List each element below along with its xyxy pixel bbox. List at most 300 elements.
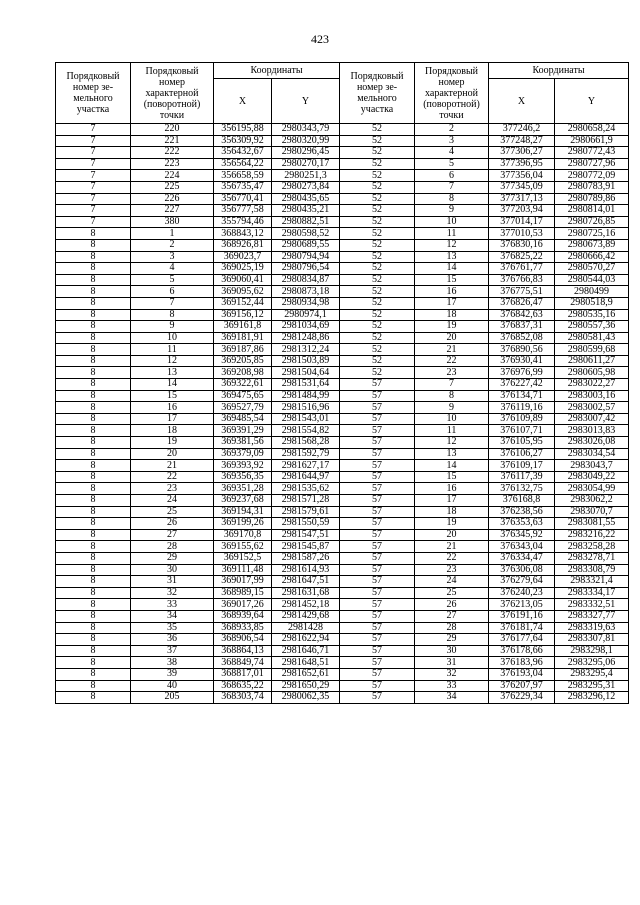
y-cell: 2981592,79 bbox=[272, 448, 340, 460]
x-cell: 369152,44 bbox=[214, 297, 272, 309]
x-cell: 368864,13 bbox=[214, 645, 272, 657]
point-cell-2: 34 bbox=[415, 692, 489, 704]
table-row bbox=[56, 297, 629, 309]
parcel-cell: 8 bbox=[56, 274, 131, 286]
y-cell-2: 2980772,09 bbox=[555, 170, 629, 182]
point-cell: 11 bbox=[131, 344, 214, 356]
point-cell: 37 bbox=[131, 645, 214, 657]
parcel-cell-2: 52 bbox=[340, 309, 415, 321]
y-cell-2: 2980557,36 bbox=[555, 321, 629, 333]
point-cell: 4 bbox=[131, 263, 214, 275]
y-cell: 2981579,61 bbox=[272, 506, 340, 518]
parcel-cell-2: 52 bbox=[340, 147, 415, 159]
table-row bbox=[56, 645, 629, 657]
y-cell: 2981554,82 bbox=[272, 425, 340, 437]
parcel-cell: 8 bbox=[56, 355, 131, 367]
parcel-cell: 8 bbox=[56, 321, 131, 333]
x-cell: 369208,98 bbox=[214, 367, 272, 379]
point-cell: 33 bbox=[131, 599, 214, 611]
y-cell: 2980689,55 bbox=[272, 239, 340, 251]
point-cell-2: 33 bbox=[415, 680, 489, 692]
point-cell-2: 11 bbox=[415, 425, 489, 437]
point-cell-2: 21 bbox=[415, 541, 489, 553]
y-cell: 2981504,64 bbox=[272, 367, 340, 379]
point-cell: 6 bbox=[131, 286, 214, 298]
x-cell: 356195,88 bbox=[214, 124, 272, 136]
parcel-cell-2: 57 bbox=[340, 668, 415, 680]
y-cell: 2981652,61 bbox=[272, 668, 340, 680]
y-cell-2: 2983062,2 bbox=[555, 495, 629, 507]
table-row bbox=[56, 332, 629, 344]
y-cell: 2981547,51 bbox=[272, 529, 340, 541]
point-cell: 23 bbox=[131, 483, 214, 495]
parcel-cell-2: 52 bbox=[340, 274, 415, 286]
parcel-cell: 7 bbox=[56, 181, 131, 193]
y-cell: 2981543,01 bbox=[272, 413, 340, 425]
parcel-cell-2: 57 bbox=[340, 402, 415, 414]
x-cell: 356564,22 bbox=[214, 158, 272, 170]
x-cell: 369391,29 bbox=[214, 425, 272, 437]
x-cell: 369351,28 bbox=[214, 483, 272, 495]
parcel-cell: 8 bbox=[56, 529, 131, 541]
y-cell-2: 2983334,17 bbox=[555, 587, 629, 599]
y-cell: 2980974,1 bbox=[272, 309, 340, 321]
x-cell-2: 376852,08 bbox=[489, 332, 555, 344]
x-cell: 369017,99 bbox=[214, 576, 272, 588]
x-cell: 368817,01 bbox=[214, 668, 272, 680]
y-cell-2: 2980581,43 bbox=[555, 332, 629, 344]
point-cell: 25 bbox=[131, 506, 214, 518]
x-cell-2: 376761,77 bbox=[489, 263, 555, 275]
point-cell-2: 23 bbox=[415, 564, 489, 576]
point-cell-2: 7 bbox=[415, 379, 489, 391]
x-cell-2: 377345,09 bbox=[489, 181, 555, 193]
y-cell-2: 2983070,7 bbox=[555, 506, 629, 518]
y-cell-2: 2980772,43 bbox=[555, 147, 629, 159]
x-cell-2: 376837,31 bbox=[489, 321, 555, 333]
parcel-cell: 8 bbox=[56, 692, 131, 704]
x-cell-2: 377014,17 bbox=[489, 216, 555, 228]
table-row bbox=[56, 634, 629, 646]
point-cell-2: 4 bbox=[415, 147, 489, 159]
table-row bbox=[56, 552, 629, 564]
table-row bbox=[56, 680, 629, 692]
x-cell-2: 377246,2 bbox=[489, 124, 555, 136]
table-row bbox=[56, 402, 629, 414]
x-cell-2: 376106,27 bbox=[489, 448, 555, 460]
point-cell: 226 bbox=[131, 193, 214, 205]
x-cell: 368303,74 bbox=[214, 692, 272, 704]
point-cell-2: 10 bbox=[415, 216, 489, 228]
table-row bbox=[56, 622, 629, 634]
table-row bbox=[56, 437, 629, 449]
table-row bbox=[56, 135, 629, 147]
y-cell-2: 2983296,12 bbox=[555, 692, 629, 704]
parcel-cell: 8 bbox=[56, 541, 131, 553]
point-cell-2: 12 bbox=[415, 437, 489, 449]
y-cell-2: 2980570,27 bbox=[555, 263, 629, 275]
x-cell-2: 376105,95 bbox=[489, 437, 555, 449]
point-cell-2: 18 bbox=[415, 309, 489, 321]
table-row bbox=[56, 309, 629, 321]
x-cell-2: 377396,95 bbox=[489, 158, 555, 170]
x-cell: 369187,86 bbox=[214, 344, 272, 356]
x-cell: 369194,31 bbox=[214, 506, 272, 518]
parcel-cell: 8 bbox=[56, 379, 131, 391]
point-cell-2: 6 bbox=[415, 170, 489, 182]
point-cell: 8 bbox=[131, 309, 214, 321]
header-parcel-number-2: Порядковый номер зе-мельного участка bbox=[340, 63, 415, 124]
parcel-cell-2: 52 bbox=[340, 170, 415, 182]
point-cell-2: 16 bbox=[415, 483, 489, 495]
y-cell: 2981531,64 bbox=[272, 379, 340, 391]
parcel-cell: 8 bbox=[56, 495, 131, 507]
parcel-cell: 7 bbox=[56, 216, 131, 228]
table-row bbox=[56, 541, 629, 553]
parcel-cell-2: 57 bbox=[340, 564, 415, 576]
point-cell: 36 bbox=[131, 634, 214, 646]
parcel-cell: 8 bbox=[56, 367, 131, 379]
parcel-cell-2: 52 bbox=[340, 205, 415, 217]
point-cell: 12 bbox=[131, 355, 214, 367]
table-row bbox=[56, 425, 629, 437]
table-row bbox=[56, 263, 629, 275]
y-cell-2: 2980726,85 bbox=[555, 216, 629, 228]
y-cell: 2981650,29 bbox=[272, 680, 340, 692]
x-cell-2: 376107,71 bbox=[489, 425, 555, 437]
parcel-cell: 8 bbox=[56, 251, 131, 263]
x-cell: 368939,64 bbox=[214, 610, 272, 622]
parcel-cell: 8 bbox=[56, 437, 131, 449]
point-cell-2: 27 bbox=[415, 610, 489, 622]
y-cell: 2981568,28 bbox=[272, 437, 340, 449]
y-cell: 2980934,98 bbox=[272, 297, 340, 309]
point-cell: 10 bbox=[131, 332, 214, 344]
y-cell: 2981312,24 bbox=[272, 344, 340, 356]
x-cell-2: 376930,41 bbox=[489, 355, 555, 367]
point-cell: 2 bbox=[131, 239, 214, 251]
y-cell-2: 2980605,98 bbox=[555, 367, 629, 379]
y-cell-2: 2983295,31 bbox=[555, 680, 629, 692]
table-row bbox=[56, 448, 629, 460]
table-row bbox=[56, 239, 629, 251]
parcel-cell-2: 57 bbox=[340, 576, 415, 588]
y-cell-2: 2983298,1 bbox=[555, 645, 629, 657]
point-cell-2: 9 bbox=[415, 205, 489, 217]
parcel-cell-2: 52 bbox=[340, 367, 415, 379]
x-cell: 368906,54 bbox=[214, 634, 272, 646]
parcel-cell: 8 bbox=[56, 668, 131, 680]
table-row bbox=[56, 367, 629, 379]
parcel-cell: 8 bbox=[56, 460, 131, 472]
y-cell: 2981614,93 bbox=[272, 564, 340, 576]
parcel-cell-2: 57 bbox=[340, 610, 415, 622]
x-cell-2: 376134,71 bbox=[489, 390, 555, 402]
point-cell: 22 bbox=[131, 471, 214, 483]
point-cell-2: 9 bbox=[415, 402, 489, 414]
point-cell-2: 25 bbox=[415, 587, 489, 599]
parcel-cell: 8 bbox=[56, 239, 131, 251]
point-cell: 13 bbox=[131, 367, 214, 379]
x-cell-2: 376826,47 bbox=[489, 297, 555, 309]
coordinates-table bbox=[55, 62, 629, 704]
parcel-cell-2: 57 bbox=[340, 634, 415, 646]
y-cell: 2981428 bbox=[272, 622, 340, 634]
header-x-2: X bbox=[489, 79, 555, 124]
x-cell-2: 376181,74 bbox=[489, 622, 555, 634]
x-cell-2: 377203,94 bbox=[489, 205, 555, 217]
x-cell: 368635,22 bbox=[214, 680, 272, 692]
point-cell-2: 31 bbox=[415, 657, 489, 669]
parcel-cell: 8 bbox=[56, 309, 131, 321]
parcel-cell: 7 bbox=[56, 147, 131, 159]
x-cell-2: 377356,04 bbox=[489, 170, 555, 182]
y-cell: 2980435,21 bbox=[272, 205, 340, 217]
x-cell-2: 376119,16 bbox=[489, 402, 555, 414]
x-cell-2: 376109,89 bbox=[489, 413, 555, 425]
y-cell: 2980598,52 bbox=[272, 228, 340, 240]
parcel-cell: 8 bbox=[56, 506, 131, 518]
table-row bbox=[56, 344, 629, 356]
parcel-cell-2: 52 bbox=[340, 181, 415, 193]
table-row bbox=[56, 390, 629, 402]
point-cell-2: 14 bbox=[415, 263, 489, 275]
point-cell-2: 13 bbox=[415, 251, 489, 263]
y-cell: 2980320,99 bbox=[272, 135, 340, 147]
x-cell: 369060,41 bbox=[214, 274, 272, 286]
header-x: X bbox=[214, 79, 272, 124]
point-cell-2: 15 bbox=[415, 471, 489, 483]
parcel-cell-2: 52 bbox=[340, 124, 415, 136]
point-cell: 31 bbox=[131, 576, 214, 588]
table-row bbox=[56, 518, 629, 530]
table-row bbox=[56, 576, 629, 588]
y-cell: 2980794,94 bbox=[272, 251, 340, 263]
y-cell: 2981622,94 bbox=[272, 634, 340, 646]
point-cell: 38 bbox=[131, 657, 214, 669]
parcel-cell-2: 52 bbox=[340, 193, 415, 205]
parcel-cell-2: 57 bbox=[340, 448, 415, 460]
point-cell: 17 bbox=[131, 413, 214, 425]
table-row bbox=[56, 274, 629, 286]
x-cell-2: 376766,83 bbox=[489, 274, 555, 286]
table-row bbox=[56, 216, 629, 228]
x-cell: 369356,35 bbox=[214, 471, 272, 483]
x-cell: 369155,62 bbox=[214, 541, 272, 553]
y-cell-2: 2980611,27 bbox=[555, 355, 629, 367]
point-cell: 227 bbox=[131, 205, 214, 217]
table-row bbox=[56, 228, 629, 240]
y-cell: 2981535,62 bbox=[272, 483, 340, 495]
point-cell-2: 20 bbox=[415, 332, 489, 344]
y-cell: 2980873,18 bbox=[272, 286, 340, 298]
point-cell-2: 15 bbox=[415, 274, 489, 286]
parcel-cell: 8 bbox=[56, 413, 131, 425]
y-cell: 2980435,65 bbox=[272, 193, 340, 205]
x-cell: 356658,59 bbox=[214, 170, 272, 182]
x-cell: 368849,74 bbox=[214, 657, 272, 669]
page-number: 423 bbox=[311, 32, 329, 46]
x-cell: 369322,61 bbox=[214, 379, 272, 391]
y-cell-2: 2980666,42 bbox=[555, 251, 629, 263]
x-cell-2: 376132,75 bbox=[489, 483, 555, 495]
y-cell-2: 2980783,91 bbox=[555, 181, 629, 193]
y-cell-2: 2980661,9 bbox=[555, 135, 629, 147]
x-cell-2: 377248,27 bbox=[489, 135, 555, 147]
parcel-cell: 8 bbox=[56, 645, 131, 657]
parcel-cell: 8 bbox=[56, 680, 131, 692]
table-row bbox=[56, 564, 629, 576]
y-cell: 2981503,89 bbox=[272, 355, 340, 367]
x-cell-2: 376238,56 bbox=[489, 506, 555, 518]
y-cell-2: 2983332,51 bbox=[555, 599, 629, 611]
parcel-cell-2: 52 bbox=[340, 263, 415, 275]
y-cell: 2981429,68 bbox=[272, 610, 340, 622]
parcel-cell-2: 52 bbox=[340, 286, 415, 298]
header-parcel-number: Порядковый номер зе-мельного участка bbox=[56, 63, 131, 124]
y-cell-2: 2983007,42 bbox=[555, 413, 629, 425]
table-row bbox=[56, 205, 629, 217]
y-cell-2: 2983327,77 bbox=[555, 610, 629, 622]
x-cell: 369475,65 bbox=[214, 390, 272, 402]
parcel-cell: 8 bbox=[56, 390, 131, 402]
table-row bbox=[56, 692, 629, 704]
parcel-cell: 8 bbox=[56, 448, 131, 460]
point-cell: 20 bbox=[131, 448, 214, 460]
parcel-cell-2: 57 bbox=[340, 471, 415, 483]
point-cell: 16 bbox=[131, 402, 214, 414]
parcel-cell-2: 57 bbox=[340, 587, 415, 599]
x-cell-2: 376334,47 bbox=[489, 552, 555, 564]
point-cell-2: 23 bbox=[415, 367, 489, 379]
y-cell-2: 2983034,54 bbox=[555, 448, 629, 460]
parcel-cell-2: 52 bbox=[340, 135, 415, 147]
x-cell-2: 376178,66 bbox=[489, 645, 555, 657]
parcel-cell: 8 bbox=[56, 587, 131, 599]
y-cell: 2981571,28 bbox=[272, 495, 340, 507]
point-cell-2: 10 bbox=[415, 413, 489, 425]
parcel-cell-2: 57 bbox=[340, 495, 415, 507]
x-cell-2: 376117,39 bbox=[489, 471, 555, 483]
table-row bbox=[56, 286, 629, 298]
table-row bbox=[56, 460, 629, 472]
x-cell: 369205,85 bbox=[214, 355, 272, 367]
y-cell: 2981516,96 bbox=[272, 402, 340, 414]
parcel-cell-2: 57 bbox=[340, 506, 415, 518]
point-cell: 35 bbox=[131, 622, 214, 634]
y-cell-2: 2983278,71 bbox=[555, 552, 629, 564]
table-row bbox=[56, 506, 629, 518]
point-cell-2: 20 bbox=[415, 529, 489, 541]
parcel-cell: 7 bbox=[56, 170, 131, 182]
x-cell: 369381,56 bbox=[214, 437, 272, 449]
parcel-cell: 8 bbox=[56, 402, 131, 414]
y-cell-2: 2980727,96 bbox=[555, 158, 629, 170]
x-cell: 369161,8 bbox=[214, 321, 272, 333]
y-cell-2: 2980673,89 bbox=[555, 239, 629, 251]
y-cell: 2980251,3 bbox=[272, 170, 340, 182]
y-cell-2: 2980544,03 bbox=[555, 274, 629, 286]
point-cell-2: 21 bbox=[415, 344, 489, 356]
point-cell: 14 bbox=[131, 379, 214, 391]
y-cell-2: 2983216,22 bbox=[555, 529, 629, 541]
point-cell-2: 22 bbox=[415, 552, 489, 564]
point-cell: 223 bbox=[131, 158, 214, 170]
x-cell: 369017,26 bbox=[214, 599, 272, 611]
parcel-cell-2: 57 bbox=[340, 645, 415, 657]
point-cell: 5 bbox=[131, 274, 214, 286]
parcel-cell-2: 57 bbox=[340, 437, 415, 449]
table-row bbox=[56, 529, 629, 541]
header-coordinates: Координаты bbox=[214, 63, 340, 79]
x-cell-2: 376306,08 bbox=[489, 564, 555, 576]
x-cell: 356770,41 bbox=[214, 193, 272, 205]
parcel-cell: 7 bbox=[56, 124, 131, 136]
point-cell: 19 bbox=[131, 437, 214, 449]
point-cell-2: 11 bbox=[415, 228, 489, 240]
table-row bbox=[56, 158, 629, 170]
parcel-cell-2: 57 bbox=[340, 518, 415, 530]
y-cell: 2981550,59 bbox=[272, 518, 340, 530]
parcel-cell-2: 57 bbox=[340, 680, 415, 692]
point-cell-2: 28 bbox=[415, 622, 489, 634]
parcel-cell: 7 bbox=[56, 135, 131, 147]
y-cell-2: 2983049,22 bbox=[555, 471, 629, 483]
y-cell-2: 2983081,55 bbox=[555, 518, 629, 530]
x-cell: 369485,54 bbox=[214, 413, 272, 425]
y-cell-2: 2983022,27 bbox=[555, 379, 629, 391]
x-cell: 369170,8 bbox=[214, 529, 272, 541]
parcel-cell-2: 57 bbox=[340, 599, 415, 611]
point-cell-2: 19 bbox=[415, 321, 489, 333]
parcel-cell: 8 bbox=[56, 263, 131, 275]
point-cell-2: 18 bbox=[415, 506, 489, 518]
y-cell-2: 2980789,86 bbox=[555, 193, 629, 205]
x-cell-2: 376345,92 bbox=[489, 529, 555, 541]
parcel-cell-2: 57 bbox=[340, 692, 415, 704]
point-cell-2: 17 bbox=[415, 297, 489, 309]
header-coordinates-2: Координаты bbox=[489, 63, 629, 79]
x-cell-2: 376168,8 bbox=[489, 495, 555, 507]
parcel-cell: 8 bbox=[56, 576, 131, 588]
y-cell: 2981452,18 bbox=[272, 599, 340, 611]
parcel-cell-2: 57 bbox=[340, 390, 415, 402]
point-cell: 40 bbox=[131, 680, 214, 692]
x-cell: 368989,15 bbox=[214, 587, 272, 599]
point-cell-2: 13 bbox=[415, 448, 489, 460]
parcel-cell-2: 57 bbox=[340, 529, 415, 541]
point-cell: 7 bbox=[131, 297, 214, 309]
x-cell-2: 376193,04 bbox=[489, 668, 555, 680]
parcel-cell: 8 bbox=[56, 297, 131, 309]
y-cell: 2980834,87 bbox=[272, 274, 340, 286]
table-row bbox=[56, 147, 629, 159]
parcel-cell: 7 bbox=[56, 158, 131, 170]
y-cell-2: 2983054,99 bbox=[555, 483, 629, 495]
x-cell-2: 376343,04 bbox=[489, 541, 555, 553]
table-row bbox=[56, 181, 629, 193]
table-row bbox=[56, 321, 629, 333]
y-cell-2: 2983026,08 bbox=[555, 437, 629, 449]
y-cell: 2981034,69 bbox=[272, 321, 340, 333]
x-cell-2: 377306,27 bbox=[489, 147, 555, 159]
y-cell: 2980270,17 bbox=[272, 158, 340, 170]
x-cell-2: 376207,97 bbox=[489, 680, 555, 692]
point-cell-2: 14 bbox=[415, 460, 489, 472]
parcel-cell: 8 bbox=[56, 483, 131, 495]
y-cell: 2981644,97 bbox=[272, 471, 340, 483]
point-cell: 28 bbox=[131, 541, 214, 553]
